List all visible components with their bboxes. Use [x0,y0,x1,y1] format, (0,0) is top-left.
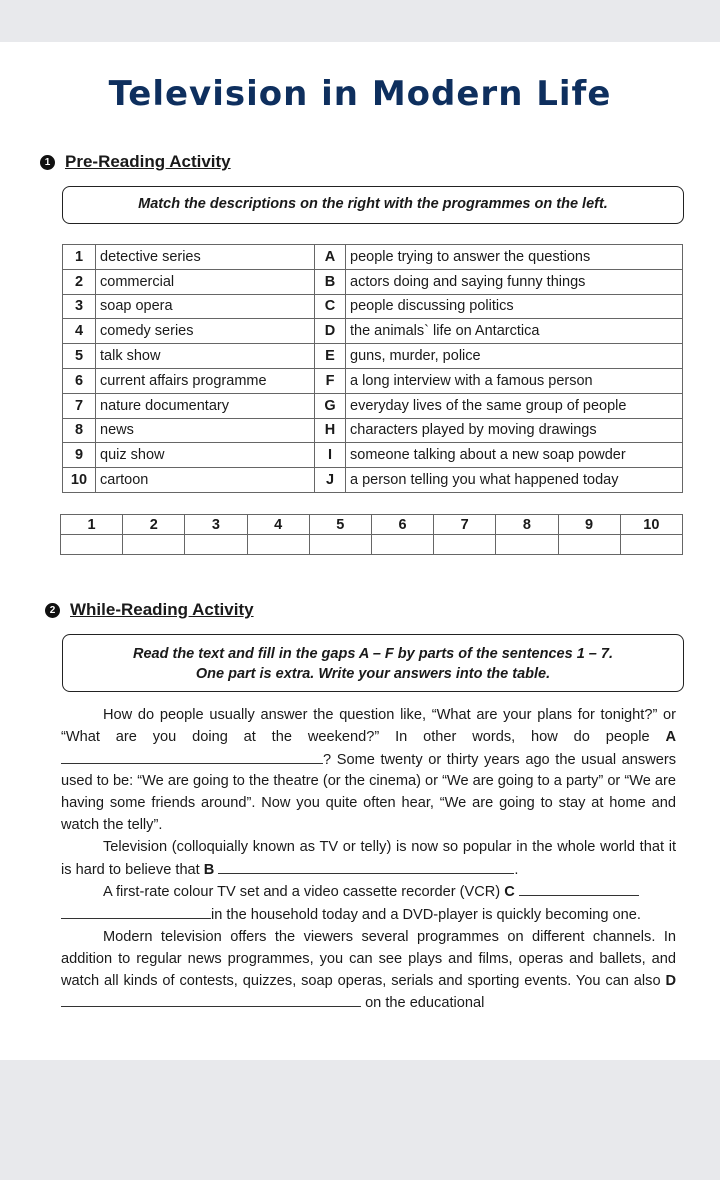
answer-input-cell[interactable] [309,535,371,555]
paragraph-4-end: on the educational [365,995,485,1012]
pre-reading-instruction: Match the descriptions on the right with the programmes on the left. [138,196,608,212]
answer-input-cell[interactable] [61,535,123,555]
answer-header-cell: 7 [434,515,496,535]
paragraph-1-end: ? Some twenty or thirty years ago the usual answers used to be: “We are going to the theatre (or the cinema) or “We are going to a party” or “We are having some friends around”. Now you quite often hear, “We are going to stay at home and watch the telly”. [61,751,676,833]
answer-input-cell[interactable] [185,535,247,555]
match-row [63,418,683,443]
row-number: 8 [63,418,96,443]
match-row [63,393,683,418]
match-row [63,269,683,294]
gap-c-label: C [504,884,515,901]
description-text: guns, murder, police [346,344,683,369]
programme-name: current affairs programme [96,368,315,393]
while-reading-instruction-line2: One part is extra. Write your answers into the table. [195,666,551,682]
gap-c-blank-2[interactable] [61,904,211,919]
description-text: someone talking about a new soap powder [346,443,683,468]
gap-b-blank[interactable] [218,859,514,874]
paragraph-2-end: . [514,861,519,878]
match-row [63,319,683,344]
description-text: a person telling you what happened today [346,468,683,493]
row-number: 3 [63,294,96,319]
while-reading-heading [45,600,254,620]
gap-a-blank[interactable] [61,749,323,764]
paragraph-4-start: Modern television offers the viewers several programmes on different channels. In addition to regular news programmes, you can see plays and films, operas and ballets, and watch all kinds of contests, quizzes, soap operas, serials and sporting events. You can also [61,928,676,989]
paragraph-2-start: Television (colloquially known as TV or telly) is now so popular in the whole world that it is hard to believe that [61,838,676,878]
pre-reading-title: Pre-Reading Activity [65,152,231,171]
description-letter: E [315,344,346,369]
worksheet-page [0,42,720,1060]
answer-header-cell: 3 [185,515,247,535]
match-row [63,443,683,468]
programme-name: news [96,418,315,443]
pre-reading-instruction-box [62,186,684,224]
gap-d-label: D [665,972,676,989]
programme-name: comedy series [96,319,315,344]
description-letter: J [315,468,346,493]
answer-header-cell: 9 [558,515,620,535]
answer-header-cell: 1 [61,515,123,535]
row-number: 4 [63,319,96,344]
programme-name: commercial [96,269,315,294]
while-reading-instruction-line1: Read the text and fill in the gaps A – F by parts of the sentences 1 – 7. [133,646,613,662]
description-letter: F [315,368,346,393]
answer-input-cell[interactable] [620,535,682,555]
gap-b-label: B [203,861,215,878]
description-letter: D [315,319,346,344]
section-number-badge: 2 [45,603,60,618]
answer-header-cell: 4 [247,515,309,535]
match-row [63,344,683,369]
row-number: 6 [63,368,96,393]
while-reading-instruction-box [62,634,684,692]
page-title: Television in Modern Life [108,74,612,114]
row-number: 2 [63,269,96,294]
paragraph-4 [61,927,676,1015]
description-text: people discussing politics [346,294,683,319]
gap-d-blank[interactable] [61,992,361,1007]
description-letter: G [315,393,346,418]
description-letter: H [315,418,346,443]
programme-name: quiz show [96,443,315,468]
programme-name: detective series [96,245,315,270]
answer-input-cell[interactable] [123,535,185,555]
description-text: a long interview with a famous person [346,368,683,393]
matching-table [62,244,683,493]
match-row [63,245,683,270]
answer-input-cell[interactable] [496,535,558,555]
reading-text [61,705,676,1015]
paragraph-3-end: in the household today and a DVD-player is quickly becoming one. [211,907,641,924]
programme-name: nature documentary [96,393,315,418]
description-text: everyday lives of the same group of people [346,393,683,418]
answer-input-cell[interactable] [247,535,309,555]
programme-name: cartoon [96,468,315,493]
section-number-badge: 1 [40,155,55,170]
answer-header-cell: 2 [123,515,185,535]
programme-name: talk show [96,344,315,369]
answer-grid [60,514,683,555]
paragraph-3-start: A first-rate colour TV set and a video cassette recorder (VCR) [103,884,501,901]
description-text: people trying to answer the questions [346,245,683,270]
gap-c-blank-1[interactable] [519,881,639,896]
description-letter: A [315,245,346,270]
answer-header-cell: 10 [620,515,682,535]
match-row [63,468,683,493]
answer-input-cell[interactable] [371,535,433,555]
paragraph-2 [61,837,676,882]
row-number: 9 [63,443,96,468]
match-row [63,294,683,319]
row-number: 1 [63,245,96,270]
row-number: 5 [63,344,96,369]
answer-input-cell[interactable] [434,535,496,555]
paragraph-3 [61,881,676,927]
gap-a-label: A [665,728,676,745]
pre-reading-heading [40,152,231,172]
description-text: the animals` life on Antarctica [346,319,683,344]
description-text: characters played by moving drawings [346,418,683,443]
description-letter: B [315,269,346,294]
programme-name: soap opera [96,294,315,319]
answer-header-cell: 5 [309,515,371,535]
answer-input-cell[interactable] [558,535,620,555]
description-letter: I [315,443,346,468]
match-row [63,368,683,393]
answer-header-cell: 8 [496,515,558,535]
paragraph-1-start: How do people usually answer the question like, “What are your plans for tonight?” or “What are you doing at the weekend?” In other words, how do people [61,707,676,745]
answer-header-cell: 6 [371,515,433,535]
description-letter: C [315,294,346,319]
paragraph-1 [61,705,676,837]
description-text: actors doing and saying funny things [346,269,683,294]
row-number: 7 [63,393,96,418]
while-reading-title: While-Reading Activity [70,600,254,619]
row-number: 10 [63,468,96,493]
